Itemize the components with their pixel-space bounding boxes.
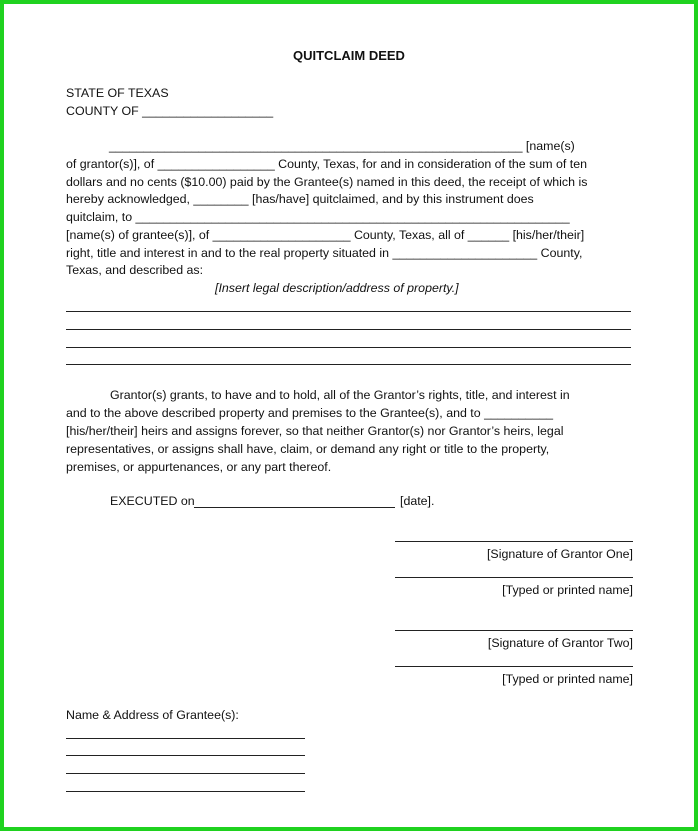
document-title: QUITCLAIM DEED <box>293 48 405 63</box>
grantee-address-line-3 <box>66 773 305 774</box>
p1-line-1: ____________________________________________________________ [name(s) <box>109 139 575 153</box>
p2-line-1: Grantor(s) grants, to have and to hold, all of the Grantor’s rights, title, and interest in <box>110 388 570 402</box>
p1-line-4: hereby acknowledged, ________ [has/have] quitclaimed, and by this instrument does <box>66 192 534 206</box>
p2-line-2: and to the above described property and premises to the Grantee(s), and to __________ <box>66 406 553 420</box>
executed-date-suffix: [date]. <box>400 494 435 508</box>
grantee-address-line-2 <box>66 755 305 756</box>
p2-line-5: premises, or appurtenances, or any part thereof. <box>66 460 332 474</box>
grantor-two-signature-line <box>395 630 633 631</box>
executed-label: EXECUTED on <box>110 494 195 508</box>
legal-description-placeholder: [Insert legal description/address of property.] <box>215 281 459 295</box>
legal-description-line-3 <box>66 347 631 348</box>
executed-date-line <box>194 507 395 508</box>
state-line: STATE OF TEXAS <box>66 86 169 100</box>
legal-description-line-1 <box>66 311 631 312</box>
grantee-address-line-4 <box>66 791 305 792</box>
p1-line-8: Texas, and described as: <box>66 263 204 277</box>
legal-description-line-2 <box>66 329 631 330</box>
p1-line-5: quitclaim, to _______________________________________________________________ <box>66 210 570 224</box>
grantor-one-signature-line <box>395 541 633 542</box>
grantee-label: Name & Address of Grantee(s): <box>66 708 239 722</box>
grantor-one-name-line <box>395 577 633 578</box>
p2-line-4: representatives, or assigns shall have, claim, or demand any right or title to the property, <box>66 442 550 456</box>
grantee-address-line-1 <box>66 738 305 739</box>
grantor-one-name-label: [Typed or printed name] <box>502 583 633 597</box>
grantor-two-name-label: [Typed or printed name] <box>502 672 633 686</box>
county-line: COUNTY OF ___________________ <box>66 104 274 118</box>
p1-line-6: [name(s) of grantee(s)], of ____________________ County, Texas, all of ______ [his/her/their] <box>66 228 585 242</box>
legal-description-line-4 <box>66 364 631 365</box>
p1-line-7: right, title and interest in and to the real property situated in _____________________ County, <box>66 246 583 260</box>
grantor-two-signature-label: [Signature of Grantor Two] <box>487 636 633 650</box>
p2-line-3: [his/her/their] heirs and assigns forever, so that neither Grantor(s) nor Grantor’s heirs, legal <box>66 424 564 438</box>
grantor-two-name-line <box>395 666 633 667</box>
p1-line-3: dollars and no cents ($10.00) paid by the Grantee(s) named in this deed, the receipt of which is <box>66 175 588 189</box>
p1-line-2: of grantor(s)], of _________________ County, Texas, for and in consideration of the sum of ten <box>66 157 587 171</box>
grantor-one-signature-label: [Signature of Grantor One] <box>486 547 633 561</box>
